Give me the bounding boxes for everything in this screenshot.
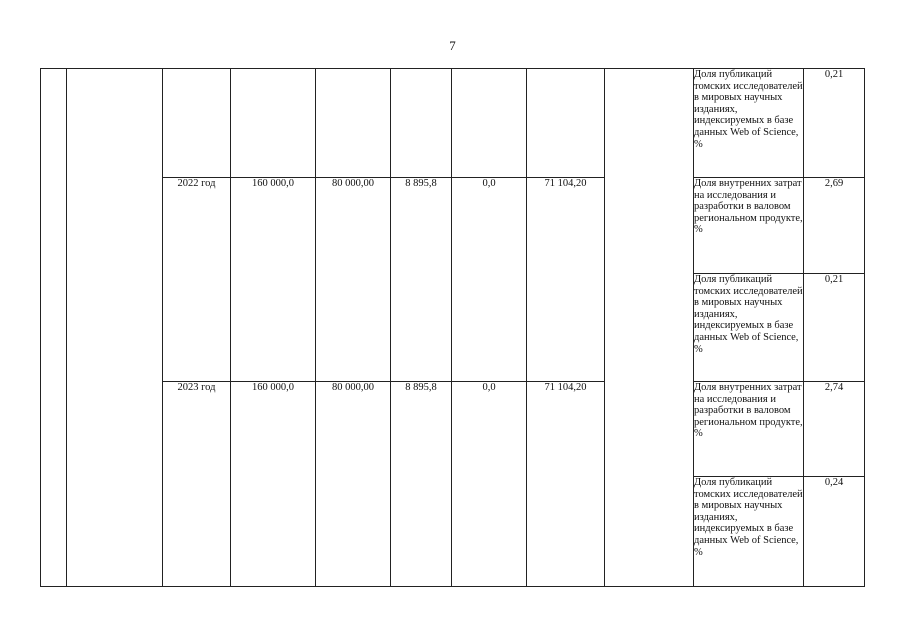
- total-cell: 160 000,0: [231, 382, 316, 587]
- total-cell: 160 000,0: [231, 178, 316, 382]
- indicator-value: 2,74: [804, 382, 865, 477]
- table-cell: [391, 69, 452, 178]
- amount-cell: 8 895,8: [391, 382, 452, 587]
- year-cell: 2023 год: [163, 382, 231, 587]
- amount-cell: 71 104,20: [527, 178, 605, 382]
- table-cell: [163, 69, 231, 178]
- indicator-name: Доля публикаций томских исследователей в мировых научных изданиях, индексируемых в базе данных Web of Science, %: [694, 69, 804, 178]
- table-cell: [316, 69, 391, 178]
- indicator-name: Доля внутренних затрат на исследования и разработки в валовом региональном продукте, %: [694, 178, 804, 274]
- table-cell: [452, 69, 527, 178]
- table-cell: [527, 69, 605, 178]
- page-number: 7: [449, 38, 456, 53]
- indicator-name: Доля публикаций томских исследователей в мировых научных изданиях, индексируемых в базе данных Web of Science, %: [694, 477, 804, 587]
- amount-cell: 80 000,00: [316, 382, 391, 587]
- table-cell: [605, 69, 694, 587]
- year-cell: 2022 год: [163, 178, 231, 382]
- budget-table: [40, 68, 865, 587]
- table-cell: [41, 69, 67, 587]
- table-row: [41, 178, 865, 274]
- table-cell: [231, 69, 316, 178]
- indicator-name: Доля внутренних затрат на исследования и разработки в валовом региональном продукте, %: [694, 382, 804, 477]
- table-row: [41, 69, 865, 178]
- indicator-value: 0,24: [804, 477, 865, 587]
- table-cell: [67, 69, 163, 587]
- amount-cell: 71 104,20: [527, 382, 605, 587]
- indicator-value: 0,21: [804, 274, 865, 382]
- amount-cell: 0,0: [452, 382, 527, 587]
- indicator-name: Доля публикаций томских исследователей в мировых научных изданиях, индексируемых в базе данных Web of Science, %: [694, 274, 804, 382]
- amount-cell: 80 000,00: [316, 178, 391, 382]
- table-row: [41, 382, 865, 477]
- indicator-value: 2,69: [804, 178, 865, 274]
- indicator-value: 0,21: [804, 69, 865, 178]
- amount-cell: 0,0: [452, 178, 527, 382]
- amount-cell: 8 895,8: [391, 178, 452, 382]
